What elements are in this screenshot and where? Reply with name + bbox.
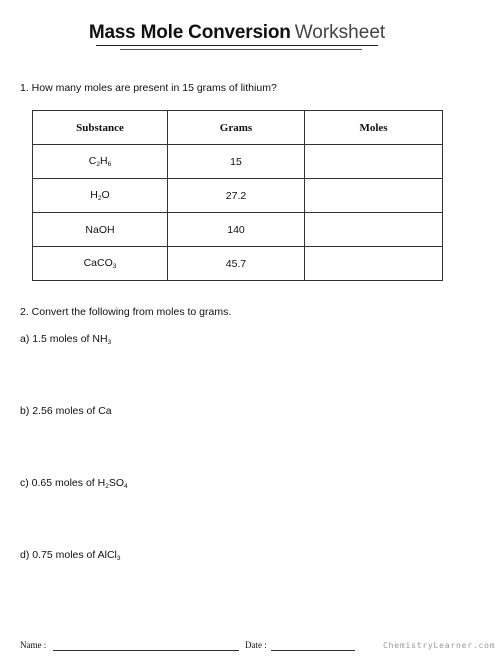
title-bold: Mass Mole Conversion [88, 22, 291, 43]
moles-cell[interactable] [305, 145, 443, 179]
date-label: Date : [245, 640, 267, 650]
table-header-row [33, 111, 443, 145]
question-2a: a) 1.5 moles of $NH_3$ [20, 333, 112, 346]
substance-cell: $H_2O$ [33, 179, 168, 213]
moles-cell[interactable] [305, 179, 443, 213]
table-row [33, 213, 443, 247]
moles-cell[interactable] [305, 247, 443, 281]
name-field-line[interactable] [53, 650, 239, 651]
name-label: Name : [20, 640, 47, 650]
grams-cell: 140 [168, 213, 305, 247]
question-2b: b) 2.56 moles of Ca [20, 405, 112, 417]
question-2d: d) 0.75 moles of AlCl$_3$ [20, 549, 121, 562]
header-substance: Substance [33, 111, 168, 145]
substance-cell: NaOH [33, 213, 168, 247]
moles-cell[interactable] [305, 213, 443, 247]
title-light: Worksheet [294, 22, 386, 43]
table-row [33, 145, 443, 179]
question-2: 2. Convert the following from moles to grams. [20, 306, 232, 318]
worksheet-title [0, 21, 474, 45]
substance-cell: CaCO$_3$ [33, 247, 168, 281]
question-1: 1. How many moles are present in 15 grams of lithium? [20, 82, 277, 94]
question-2c: c) 0.65 moles of $H_2SO_4$ [20, 477, 128, 490]
header-moles: Moles [305, 111, 443, 145]
table-row [33, 179, 443, 213]
conversion-table [32, 110, 443, 281]
grams-cell: 27.2 [168, 179, 305, 213]
substance-cell: $C_2H_6$ [33, 145, 168, 179]
brand-watermark: ChemistryLearner.com [383, 641, 495, 650]
header-grams: Grams [168, 111, 305, 145]
grams-cell: 15 [168, 145, 305, 179]
title-underline [96, 45, 378, 46]
table-row [33, 247, 443, 281]
title-underline-secondary [120, 49, 362, 50]
grams-cell: 45.7 [168, 247, 305, 281]
date-field-line[interactable] [271, 650, 355, 651]
